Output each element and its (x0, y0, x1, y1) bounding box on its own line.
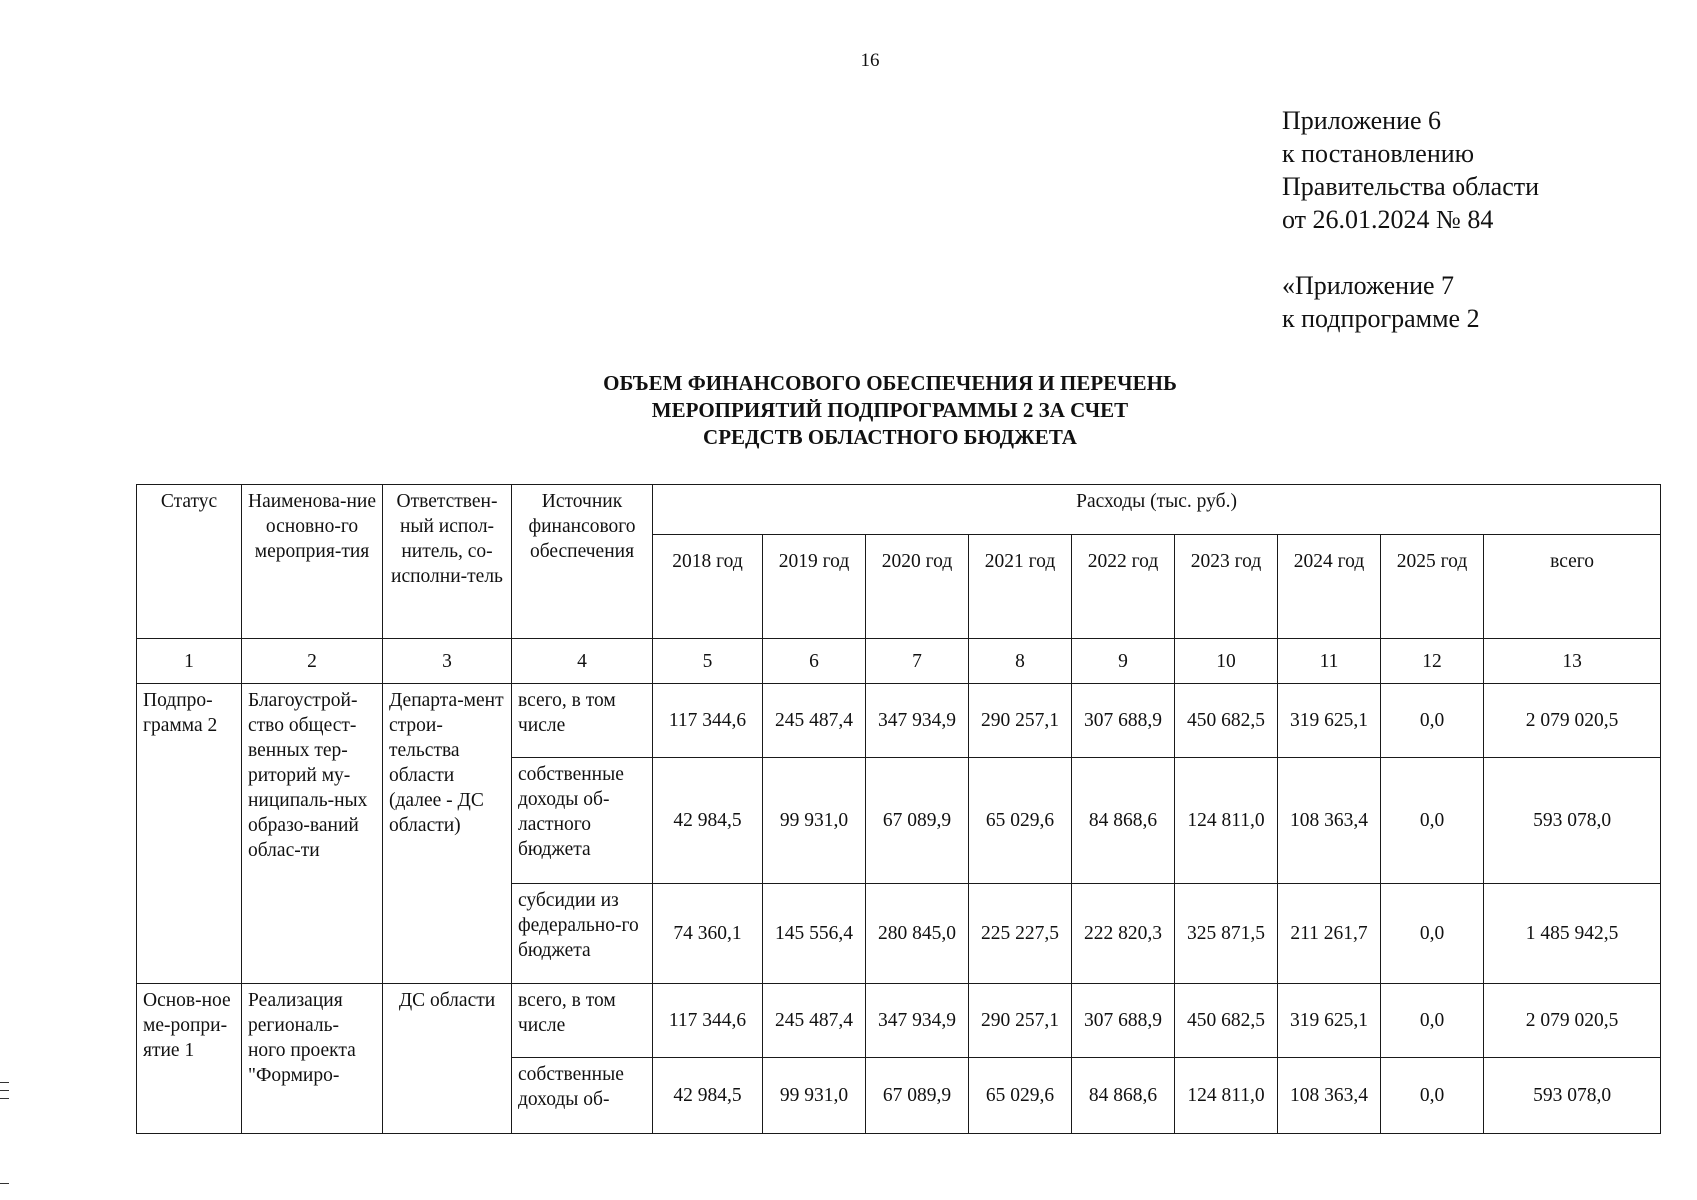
cell-value: 84 868,6 (1072, 758, 1175, 884)
cell-value: 0,0 (1381, 684, 1484, 758)
header-year: 2024 год (1278, 535, 1381, 639)
table-row (137, 984, 1661, 1058)
header-year: 2018 год (653, 535, 763, 639)
cell-value: 145 556,4 (763, 884, 866, 984)
cell-value: 117 344,6 (653, 684, 763, 758)
column-number: 2 (242, 639, 383, 684)
cell-value: 0,0 (1381, 1058, 1484, 1134)
cell-value: 65 029,6 (969, 1058, 1072, 1134)
cell-source: собственные доходы об-ластного бюджета (512, 758, 653, 884)
cell-value-total: 593 078,0 (1484, 758, 1661, 884)
cell-value: 307 688,9 (1072, 684, 1175, 758)
cell-value: 108 363,4 (1278, 1058, 1381, 1134)
header-name: Наименова-ние основно-го мероприя-тия (242, 485, 383, 639)
header-year: 2023 год (1175, 535, 1278, 639)
column-number: 1 (137, 639, 242, 684)
cell-value: 0,0 (1381, 984, 1484, 1058)
cell-source: всего, в том числе (512, 684, 653, 758)
cell-source: субсидии из федерально-го бюджета (512, 884, 653, 984)
header-row (137, 485, 1661, 535)
cell-name: Реализация региональ-ного проекта "Формиро- (242, 984, 383, 1134)
cell-value: 108 363,4 (1278, 758, 1381, 884)
column-number: 7 (866, 639, 969, 684)
cell-value-total: 2 079 020,5 (1484, 984, 1661, 1058)
cell-value: 99 931,0 (763, 758, 866, 884)
header-source: Источник финансового обеспечения (512, 485, 653, 639)
appendix-line: к постановлению (1282, 139, 1475, 168)
header-year: 2021 год (969, 535, 1072, 639)
cell-value: 124 811,0 (1175, 1058, 1278, 1134)
cell-value: 65 029,6 (969, 758, 1072, 884)
column-number: 10 (1175, 639, 1278, 684)
cell-source: всего, в том числе (512, 984, 653, 1058)
column-number: 6 (763, 639, 866, 684)
cell-value: 84 868,6 (1072, 1058, 1175, 1134)
column-number: 9 (1072, 639, 1175, 684)
cell-value: 450 682,5 (1175, 684, 1278, 758)
column-number-row (137, 639, 1661, 684)
cell-executor: Департа-мент строи-тельства области (далее - ДС области) (383, 684, 512, 984)
sub-appendix-line: к подпрограмме 2 (1282, 304, 1480, 333)
cell-value: 347 934,9 (866, 984, 969, 1058)
document-title (460, 370, 1320, 451)
column-number: 4 (512, 639, 653, 684)
appendix-line: Приложение 6 (1282, 106, 1442, 135)
financing-table (136, 484, 1661, 1134)
cell-value: 225 227,5 (969, 884, 1072, 984)
cell-status: Подпро-грамма 2 (137, 684, 242, 984)
scan-edge-mark (0, 1090, 9, 1091)
cell-value: 99 931,0 (763, 1058, 866, 1134)
header-year: 2020 год (866, 535, 969, 639)
header-expenses: Расходы (тыс. руб.) (653, 485, 1661, 535)
cell-value: 222 820,3 (1072, 884, 1175, 984)
cell-value: 211 261,7 (1278, 884, 1381, 984)
cell-value: 245 487,4 (763, 984, 866, 1058)
appendix-line: от 26.01.2024 № 84 (1282, 205, 1494, 234)
scan-edge-mark (0, 1098, 9, 1099)
cell-value: 117 344,6 (653, 984, 763, 1058)
scan-edge-mark (0, 1183, 9, 1184)
header-status: Статус (137, 485, 242, 639)
header-year: 2025 год (1381, 535, 1484, 639)
cell-value: 319 625,1 (1278, 684, 1381, 758)
cell-value: 307 688,9 (1072, 984, 1175, 1058)
title-line: ОБЪЕМ ФИНАНСОВОГО ОБЕСПЕЧЕНИЯ И ПЕРЕЧЕНЬ (603, 371, 1177, 395)
cell-value: 42 984,5 (653, 758, 763, 884)
cell-value: 280 845,0 (866, 884, 969, 984)
cell-value: 0,0 (1381, 884, 1484, 984)
column-number: 13 (1484, 639, 1661, 684)
column-number: 8 (969, 639, 1072, 684)
header-year-total: всего (1484, 535, 1661, 639)
cell-value: 347 934,9 (866, 684, 969, 758)
column-number: 5 (653, 639, 763, 684)
cell-source: собственные доходы об- (512, 1058, 653, 1134)
column-number: 11 (1278, 639, 1381, 684)
cell-value: 67 089,9 (866, 758, 969, 884)
header-executor: Ответствен-ный испол-нитель, со-исполни-тель (383, 485, 512, 639)
appendix-block (1282, 104, 1539, 335)
column-number: 3 (383, 639, 512, 684)
table-row (137, 684, 1661, 758)
sub-appendix-line: «Приложение 7 (1282, 271, 1455, 300)
cell-value: 290 257,1 (969, 684, 1072, 758)
cell-value: 245 487,4 (763, 684, 866, 758)
scan-edge-mark (0, 1082, 9, 1083)
cell-value: 67 089,9 (866, 1058, 969, 1134)
cell-value: 74 360,1 (653, 884, 763, 984)
cell-value: 290 257,1 (969, 984, 1072, 1058)
cell-value: 0,0 (1381, 758, 1484, 884)
cell-value-total: 1 485 942,5 (1484, 884, 1661, 984)
cell-status: Основ-ное ме-ропри-ятие 1 (137, 984, 242, 1134)
cell-name: Благоустрой-ство общест-венных тер-риторий му-ниципаль-ных образо-ваний облас-ти (242, 684, 383, 984)
cell-value: 42 984,5 (653, 1058, 763, 1134)
cell-value: 124 811,0 (1175, 758, 1278, 884)
appendix-line: Правительства области (1282, 172, 1540, 201)
cell-value: 450 682,5 (1175, 984, 1278, 1058)
cell-value: 319 625,1 (1278, 984, 1381, 1058)
cell-value: 325 871,5 (1175, 884, 1278, 984)
header-year: 2022 год (1072, 535, 1175, 639)
page-number: 16 (860, 50, 880, 71)
header-year: 2019 год (763, 535, 866, 639)
title-line: МЕРОПРИЯТИЙ ПОДПРОГРАММЫ 2 ЗА СЧЕТ (651, 398, 1129, 422)
cell-value-total: 593 078,0 (1484, 1058, 1661, 1134)
cell-executor: ДС области (383, 984, 512, 1134)
title-line: СРЕДСТВ ОБЛАСТНОГО БЮДЖЕТА (703, 425, 1077, 449)
column-number: 12 (1381, 639, 1484, 684)
cell-value-total: 2 079 020,5 (1484, 684, 1661, 758)
